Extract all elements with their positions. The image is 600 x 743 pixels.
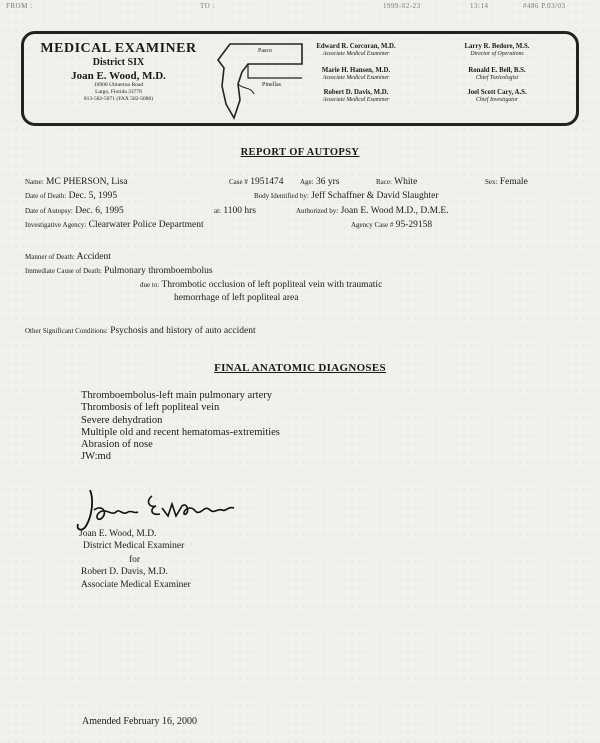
district: District SIX [92,57,145,68]
sex-label: Sex: [485,178,498,186]
staff-member [437,43,557,58]
staff-title: Associate Medical Examiner [322,74,390,81]
agency-case-row [351,220,432,230]
sex-row [485,177,528,187]
fax-from: FROM : [6,2,33,10]
staff-member [437,67,557,82]
race-value: White [394,177,418,187]
staff-member [296,89,416,104]
examiner-name: Joan E. Wood, M.D. [71,70,166,82]
phone-line: 813-582-5071 (FAX 582-5080) [83,96,154,102]
doa-label: Date of Autopsy: [25,207,73,215]
case-number: 1951474 [250,177,284,187]
sex-value: Female [499,177,528,187]
time-row [214,206,256,216]
other-value: Psychosis and history of auto accident [110,326,256,336]
staff-member [296,43,416,58]
cause-label: Immediate Cause of Death: [25,267,102,275]
staff-title: Director of Operations [470,50,524,57]
staff-member [296,67,416,82]
amended-date: Amended February 16, 2000 [82,716,197,727]
staff-title: Associate Medical Examiner [322,50,390,57]
staff-title: Chief Investigator [475,96,519,103]
due-label: due to: [140,281,160,289]
cause-value: Pulmonary thromboembolus [104,266,213,276]
signer-name: Joan E. Wood, M.D. [79,529,157,539]
initials: JW:md [81,451,111,463]
authorized-value: Joan E. Wood M.D., D.M.E. [340,206,449,216]
diagnosis-item: Abrasion of nose [81,439,153,451]
report-title: REPORT OF AUTOPSY [240,147,360,158]
authorized-row [296,206,449,216]
decedent-name: MC PHERSON, Lisa [46,177,128,187]
due-to-line-2: hemorrhage of left popliteal area [174,293,299,303]
agency-case-value: 95-29158 [395,220,433,230]
staff-member [437,89,557,104]
diagnosis-item: Thrombosis of left popliteal vein [81,402,220,414]
dod-label: Date of Death: [25,192,67,200]
address-line: Largo, Florida 33778 [95,89,142,95]
race-label: Race: [376,178,392,186]
diagnosis-item: Severe dehydration [81,414,163,426]
identified-label: Body Identified by: [254,192,309,200]
manner-value: Accident [76,252,111,262]
agency-row [25,220,204,230]
map-label-pinellas: Pinellas [262,82,281,88]
final-diagnoses-title: FINAL ANATOMIC DIAGNOSES [214,362,386,374]
name-label: Name: [25,178,44,186]
due-to-row-2 [174,293,299,303]
office-title: MEDICAL EXAMINER [40,41,197,56]
dod-value: Dec. 5, 1995 [68,191,118,201]
staff-title: Chief Toxicologist [475,74,519,81]
staff-name: Ronald E. Bell, B.S. [468,67,526,74]
staff-name: Joel Scott Cary, A.S. [467,89,527,96]
fax-date: 1999-02-23 [383,2,421,10]
due-to-row [140,280,382,290]
agency-value: Clearwater Police Department [88,220,204,230]
diagnosis-item: Multiple old and recent hematomas-extremities [81,426,280,438]
manner-label: Manner of Death: [25,253,75,261]
time-value: 1100 hrs [223,206,257,216]
other-conditions-row [25,326,256,336]
staff-name: Marie H. Hansen, M.D. [321,67,391,74]
office-block [36,41,201,103]
doa-value: Dec. 6, 1995 [75,206,124,216]
cause-row [25,266,213,276]
dod-row [25,191,117,201]
authorized-label: Authorized by: [296,207,339,215]
associate-name: Robert D. Davis, M.D. [81,567,168,577]
case-label: Case # [229,178,248,186]
at-label: at: [214,207,221,215]
identified-row [254,191,439,201]
staff-name: Larry R. Bedore, M.S. [464,43,530,50]
case-row [229,177,283,187]
age-value: 36 yrs [315,177,340,187]
letterhead [21,31,579,126]
fax-page: #486 P.03/03 [523,2,566,10]
name-row [25,177,128,187]
age-row [300,177,339,187]
fax-time: 13:14 [470,2,489,10]
race-row [376,177,417,187]
agency-label: Investigative Agency: [25,221,87,229]
due-to-line-1: Thrombotic occlusion of left popliteal vein with traumatic [161,280,383,290]
staff-title: Associate Medical Examiner [322,96,390,103]
signer-title: District Medical Examiner [83,541,185,551]
identified-value: Jeff Schaffner & David Slaughter [311,191,439,201]
county-map [210,38,306,122]
other-label: Other Significant Conditions: [25,327,108,335]
staff-name: Edward R. Corcoran, M.D. [316,43,396,50]
staff-name: Robert D. Davis, M.D. [323,89,389,96]
associate-title: Associate Medical Examiner [81,580,191,590]
signature-for: for [129,555,141,565]
agency-case-label: Agency Case # [351,221,394,229]
map-label-pasco: Pasco [258,48,272,54]
diagnosis-item: Thromboembolus-left main pulmonary artery [81,390,272,401]
manner-row [25,252,111,262]
age-label: Age: [300,178,314,186]
diagnoses-list [81,390,280,464]
doa-row [25,206,124,216]
address-line: 10900 Ulmerton Road [93,82,144,88]
fax-to: TO : [200,2,215,10]
